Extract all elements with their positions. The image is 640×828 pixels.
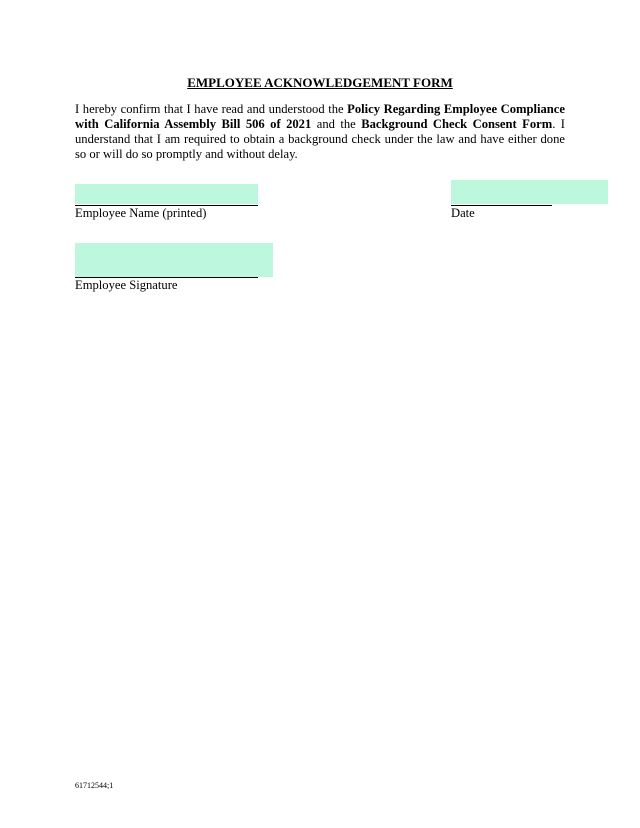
employee-signature-input[interactable] — [75, 243, 273, 277]
employee-name-label: Employee Name (printed) — [75, 206, 207, 220]
form-title: EMPLOYEE ACKNOWLEDGEMENT FORM — [187, 75, 453, 90]
employee-signature-label: Employee Signature — [75, 278, 178, 292]
consent-form-title-bold: Background Check Consent Form — [361, 117, 553, 131]
date-label: Date — [451, 206, 475, 220]
date-input[interactable] — [451, 180, 608, 204]
paragraph-text-3: . I understand that I am required to obtain a background check under the law and have either done so or will do so promptly and without delay. — [75, 117, 566, 161]
document-id-footer: 61712544;1 — [75, 781, 114, 790]
acknowledgement-paragraph — [75, 102, 565, 162]
paragraph-text-1: I hereby confirm that I have read and understood the — [75, 102, 348, 116]
employee-name-input[interactable] — [75, 184, 258, 204]
paragraph-text-2: and the — [311, 117, 362, 131]
policy-title-bold: Policy Regarding Employee Compliance with California Assembly Bill 506 of 2021 — [75, 102, 565, 131]
